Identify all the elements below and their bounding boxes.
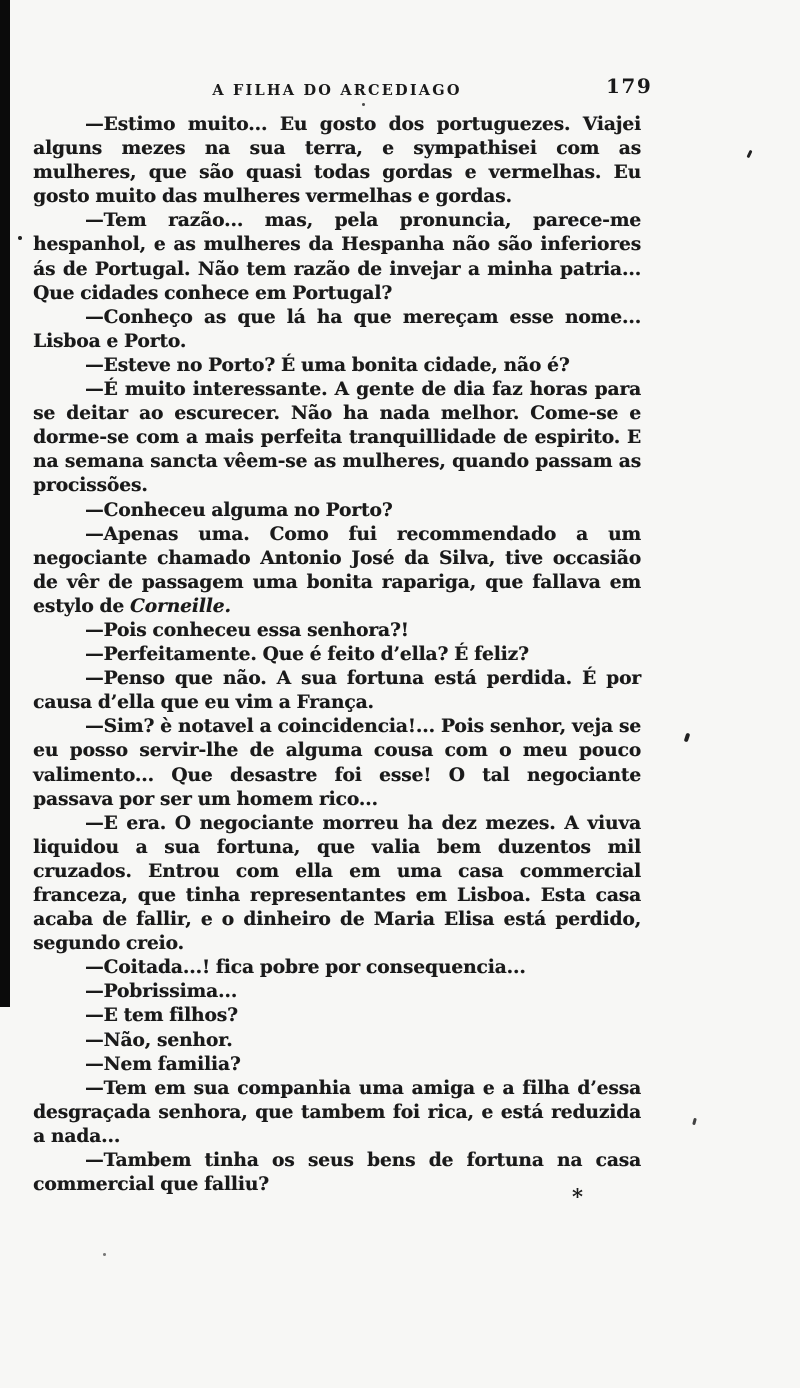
- paragraph: —Conheceu alguma no Porto?: [85, 499, 393, 521]
- paragraph: —Não, senhor.: [85, 1029, 233, 1051]
- ink-speck: [684, 733, 691, 743]
- ink-speck: [746, 150, 752, 159]
- paragraph-text: —Apenas uma. Como fui recommendado a um negociante chamado Antonio José da Silva, tive occasião de vêr de passagem uma bonita rapariga, que fallava em estylo de: [33, 523, 641, 617]
- page-number: 179: [606, 74, 653, 98]
- paragraph: —Sim? è notavel a coincidencia!... Pois senhor, veja se eu posso servir-lhe de alguma cousa com o meu pouco valimento... Que desastre foi esse! O tal negociante passava por ser um homem rico...: [33, 716, 641, 810]
- scan-edge-artifact: [0, 0, 10, 1007]
- paragraph: —E era. O negociante morreu ha dez mezes. A viuva liquidou a sua fortuna, que valia bem duzentos mil cruzados. Entrou com ella em uma casa commercial franceza, que tinha representantes em Lisboa. Esta casa acaba de fallir, e o dinheiro de Maria Elisa está perdido, segundo creio.: [33, 812, 641, 955]
- paragraph: —Tem em sua companhia uma amiga e a filha d’essa desgraçada senhora, que tambem foi rica, e está reduzida a nada...: [33, 1077, 641, 1147]
- paragraph: —Penso que não. A sua fortuna está perdida. É por causa d’ella que eu vim a França.: [33, 668, 641, 714]
- ink-speck: [103, 1253, 106, 1256]
- running-head-title: A FILHA DO ARCEDIAGO: [212, 82, 462, 99]
- paragraph: —Pobrissima...: [85, 981, 238, 1003]
- paragraph: —Nem familia?: [85, 1053, 241, 1075]
- section-separator-asterisk: *: [572, 1184, 583, 1209]
- paragraph: —Estimo muito... Eu gosto dos portuguezes. Viajei alguns mezes na sua terra, e sympathisei com as mulheres, que são quasi todas gordas e vermelhas. Eu gosto muito das mulheres vermelhas e gordas.: [33, 114, 641, 208]
- paragraph: —Pois conheceu essa senhora?!: [85, 619, 409, 641]
- paragraph: —Coitada...! fica pobre por consequencia...: [85, 957, 526, 979]
- ink-speck: [362, 103, 365, 106]
- paragraph: —Conheço as que lá ha que mereçam esse nome... Lisboa e Porto.: [33, 306, 641, 352]
- paragraph: [33, 523, 641, 619]
- paragraph: —Tem razão... mas, pela pronuncia, parece-me hespanhol, e as mulheres da Hespanha não são inferiores ás de Portugal. Não tem razão de invejar a minha patria... Que cidades conhece em Portugal?: [33, 210, 641, 304]
- paragraph: —Tambem tinha os seus bens de fortuna na casa commercial que falliu?: [33, 1150, 641, 1196]
- paragraph: —E tem filhos?: [85, 1005, 238, 1027]
- paragraph: —Perfeitamente. Que é feito d’ella? É feliz?: [85, 644, 529, 666]
- ink-speck: [692, 1118, 697, 1126]
- paragraph: —Esteve no Porto? É uma bonita cidade, não é?: [85, 354, 570, 376]
- paragraph: —É muito interessante. A gente de dia faz horas para se deitar ao escurecer. Não ha nada melhor. Come-se e dorme-se com a mais perfeita tranquillidade de espirito. E na semana sancta vêem-se as mulheres, quando passam as procissões.: [33, 379, 641, 497]
- body-text: [33, 113, 641, 1197]
- italic-book-title: Corneille.: [129, 595, 231, 617]
- ink-speck: [18, 236, 22, 240]
